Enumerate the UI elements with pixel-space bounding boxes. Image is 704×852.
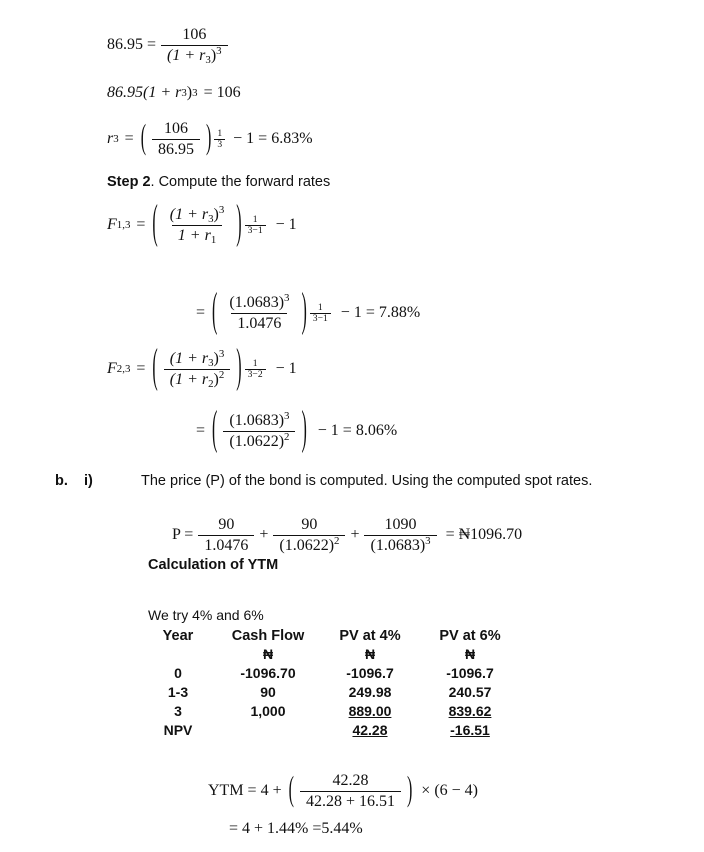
table-row [140, 701, 520, 720]
f13-num-sub: 3 [208, 213, 214, 226]
ytm-fraction [300, 772, 401, 811]
col-header-pv6: PV at 6% [439, 628, 501, 644]
cell-pv4: 42.28 [352, 721, 388, 738]
f13-label: F [107, 216, 117, 234]
f13b-exp-den: 3−1 [310, 313, 331, 324]
f13b-exponent [310, 303, 331, 324]
ytm-numerator: 42.28 [332, 772, 369, 789]
price-term-1 [198, 516, 254, 555]
eq3-equals: = [124, 130, 134, 148]
f23b-den: (1.0622) [229, 432, 285, 450]
price-n1: 90 [218, 516, 235, 533]
f23-equals: = [136, 360, 146, 378]
cell-year: 3 [174, 702, 182, 719]
currency-pv4: ₦ [364, 645, 376, 662]
cell-pv6: -1096.7 [446, 664, 494, 681]
eq3-lhs: r [107, 130, 114, 148]
price-d1: 1.0476 [198, 535, 254, 555]
f13b-fraction [223, 294, 295, 333]
f23-denominator [164, 369, 231, 389]
eq3-exp-den: 3 [214, 139, 225, 150]
f23-numerator [164, 350, 231, 369]
equation-forward-rate-f23-numeric [196, 404, 398, 456]
f13-denominator [172, 225, 222, 245]
list-marker-i: i) [84, 473, 93, 489]
f13-fraction [164, 206, 231, 245]
f13-paren-open: ( [152, 198, 158, 250]
currency-pv6: ₦ [464, 645, 476, 662]
eq1-den-sub: 3 [205, 53, 211, 66]
f13b-num: (1.0683) [229, 294, 285, 311]
table-currency-row [140, 644, 520, 663]
step-2-heading [107, 174, 330, 190]
price-term-3 [364, 516, 436, 555]
equation-forward-rate-f23: F 2,3 = ( $\frac{(1 + r_3)^3}{(1 + r_2)^2}$ ) $\frac{1}{3-2}$ − 1 [107, 350, 297, 389]
col-header-year: Year [162, 628, 194, 644]
equation-ytm [208, 772, 478, 811]
currency-cash-flow: ₦ [262, 645, 274, 662]
f23-den-open: (1 + r [169, 370, 209, 388]
f23-exp-num: 1 [252, 357, 258, 369]
eq1-den-open: (1 + r [167, 46, 206, 64]
price-term-2 [273, 516, 345, 555]
f23-label: F [107, 360, 117, 378]
table-head [140, 628, 520, 663]
f23-paren-open: ( [152, 342, 158, 394]
ytm-final-result: = 4 + 1.44% =5.44% [229, 820, 363, 837]
f23-num-open: (1 + r [169, 350, 209, 367]
equation-bond-price [172, 516, 522, 555]
equation-forward-rate-f13: F 1,3 = ( $\frac{(1 + r_3)^3}{1 + r_1}$ ) $\frac{1}{3-1}$ − 1 [107, 206, 297, 245]
cell-pv6: 240.57 [448, 683, 492, 700]
table-row [140, 682, 520, 701]
cell-cash-flow: -1096.70 [240, 664, 296, 681]
f23-den-sub: 2 [208, 377, 214, 390]
ytm-denominator: 42.28 + 16.51 [300, 791, 401, 811]
f13b-tail: − 1 = 7.88% [340, 304, 421, 322]
cell-cash-flow [216, 720, 320, 739]
ytm-group [288, 772, 414, 811]
ytm-lhs: YTM = 4 + [208, 782, 282, 800]
price-d2-pow: 2 [334, 534, 340, 547]
f13-den-open: 1 + r [177, 226, 211, 244]
f13-exponent [245, 215, 266, 236]
list-marker-b: b. [55, 473, 68, 489]
price-plus-1: + [259, 526, 269, 544]
f23b-paren-open: ( [212, 404, 218, 456]
ytm-paren-open: ( [288, 771, 294, 810]
equation-spot-rate-2: 86.95(1 + r 3 ) 3 = 106 [107, 84, 241, 101]
cell-pv4: 889.00 [348, 702, 392, 719]
price-d2 [273, 535, 345, 555]
table-body [140, 663, 520, 739]
b-i-description: The price (P) of the bond is computed. Using the computed spot rates. [141, 473, 593, 489]
price-d3-pow: 3 [425, 534, 431, 547]
eq1-denominator [161, 45, 228, 65]
ytm-tail: × (6 − 4) [421, 782, 478, 800]
table-row [140, 663, 520, 682]
eq3-group [140, 120, 225, 159]
f23b-tail: − 1 = 8.06% [317, 422, 398, 440]
f23-num-close: ) [213, 350, 219, 367]
cell-year: 0 [174, 664, 182, 681]
step-2-text: . Compute the forward rates [150, 174, 331, 190]
f13b-paren-open: ( [212, 286, 218, 338]
f23-den-close: ) [213, 370, 219, 388]
price-n2: 90 [301, 516, 318, 533]
f13-exp-num: 1 [252, 213, 258, 225]
cell-cash-flow: 1,000 [250, 702, 286, 719]
eq1-den-close: ) [210, 46, 217, 64]
ytm-heading: Calculation of YTM [148, 557, 279, 573]
f23b-equals: = [196, 422, 206, 440]
f13-numerator [164, 206, 231, 225]
equation-spot-rate-1 [107, 26, 233, 65]
eq1-lhs: 86.95 = [107, 36, 157, 54]
eq1-fraction [161, 26, 228, 65]
price-n3: 1090 [384, 516, 417, 533]
cell-pv6: 839.62 [448, 702, 492, 719]
currency-year [140, 644, 216, 663]
f23-exponent [245, 359, 266, 380]
price-d2-base: (1.0622) [279, 536, 335, 554]
cell-year: NPV [163, 721, 193, 738]
price-result: = ₦1096.70 [445, 526, 523, 544]
cell-pv6: -16.51 [450, 721, 490, 738]
f13-exp-den: 3−1 [245, 225, 266, 236]
eq2-rhs: = 106 [203, 84, 241, 101]
table-header-row [140, 628, 520, 644]
f23b-denominator [223, 431, 295, 451]
eq3-paren-open: ( [140, 119, 147, 158]
f23b-den-pow: 2 [284, 430, 290, 443]
f13-paren-close: ) [236, 198, 242, 250]
f13-den-sub: 1 [210, 233, 217, 246]
f13b-num-pow: 3 [284, 292, 290, 305]
f23-num-sub: 3 [208, 357, 214, 370]
f23-paren-close: ) [236, 342, 242, 394]
cell-pv4: 249.98 [348, 683, 392, 700]
f23b-numerator [223, 412, 295, 431]
price-d3 [364, 535, 436, 555]
col-header-pv4: PV at 4% [339, 628, 401, 644]
f23-exp-den: 3−2 [245, 369, 266, 380]
f13-tail: − 1 [275, 216, 297, 234]
eq3-paren-close: ) [206, 119, 212, 158]
eq1-den-pow: 3 [216, 44, 222, 57]
we-try-text: We try 4% and 6% [148, 607, 264, 623]
f13b-group [211, 286, 331, 338]
cell-year: 1-3 [167, 683, 189, 700]
ytm-cashflow-table [140, 628, 520, 739]
equation-spot-rate-3: r 3 = ( $\frac{106}{86.95}$ ) $\frac{1}{3}$ − 1 = 6.83% [107, 119, 313, 158]
step-2-label: Step 2 [107, 174, 151, 190]
f13b-paren-close: ) [301, 286, 307, 338]
f23-den-pow: 2 [218, 368, 225, 381]
ytm-paren-close: ) [406, 771, 413, 810]
f13-num-close: ) [213, 206, 219, 223]
price-plus-2: + [350, 526, 360, 544]
table-row [140, 720, 520, 739]
eq3-denominator: 86.95 [152, 139, 200, 159]
f13b-numerator [223, 294, 295, 313]
eq3-numerator: 106 [164, 120, 189, 137]
f13-equals: = [136, 216, 146, 234]
f23b-paren-close: ) [301, 404, 307, 456]
f13-num-open: (1 + r [169, 206, 209, 223]
eq3-exponent [214, 129, 225, 150]
eq3-tail: − 1 = 6.83% [233, 130, 313, 148]
f23b-num-pow: 3 [284, 410, 290, 423]
f23b-group [211, 404, 308, 456]
f23-fraction [164, 350, 231, 389]
equation-forward-rate-f13-numeric [196, 286, 421, 338]
price-d3-base: (1.0683) [370, 536, 426, 554]
f13b-exp-num: 1 [317, 301, 323, 313]
cell-pv4: -1096.7 [346, 664, 394, 681]
f23-tail: − 1 [275, 360, 297, 378]
f13b-denominator: 1.0476 [231, 313, 287, 333]
eq3-exp-num: 1 [217, 127, 223, 139]
eq3-fraction [152, 120, 200, 159]
f13-num-pow: 3 [218, 204, 225, 217]
eq1-numerator: 106 [182, 26, 207, 43]
price-lhs: P = [172, 526, 194, 544]
eq2-lhs: 86.95(1 + r [107, 84, 182, 101]
f23b-num: (1.0683) [229, 412, 285, 429]
f13b-equals: = [196, 304, 206, 322]
f23b-fraction [223, 412, 295, 451]
cell-cash-flow: 90 [260, 683, 276, 700]
col-header-cash-flow: Cash Flow [231, 628, 305, 644]
f23-num-pow: 3 [218, 348, 225, 361]
eq2-close: ) [186, 84, 193, 101]
